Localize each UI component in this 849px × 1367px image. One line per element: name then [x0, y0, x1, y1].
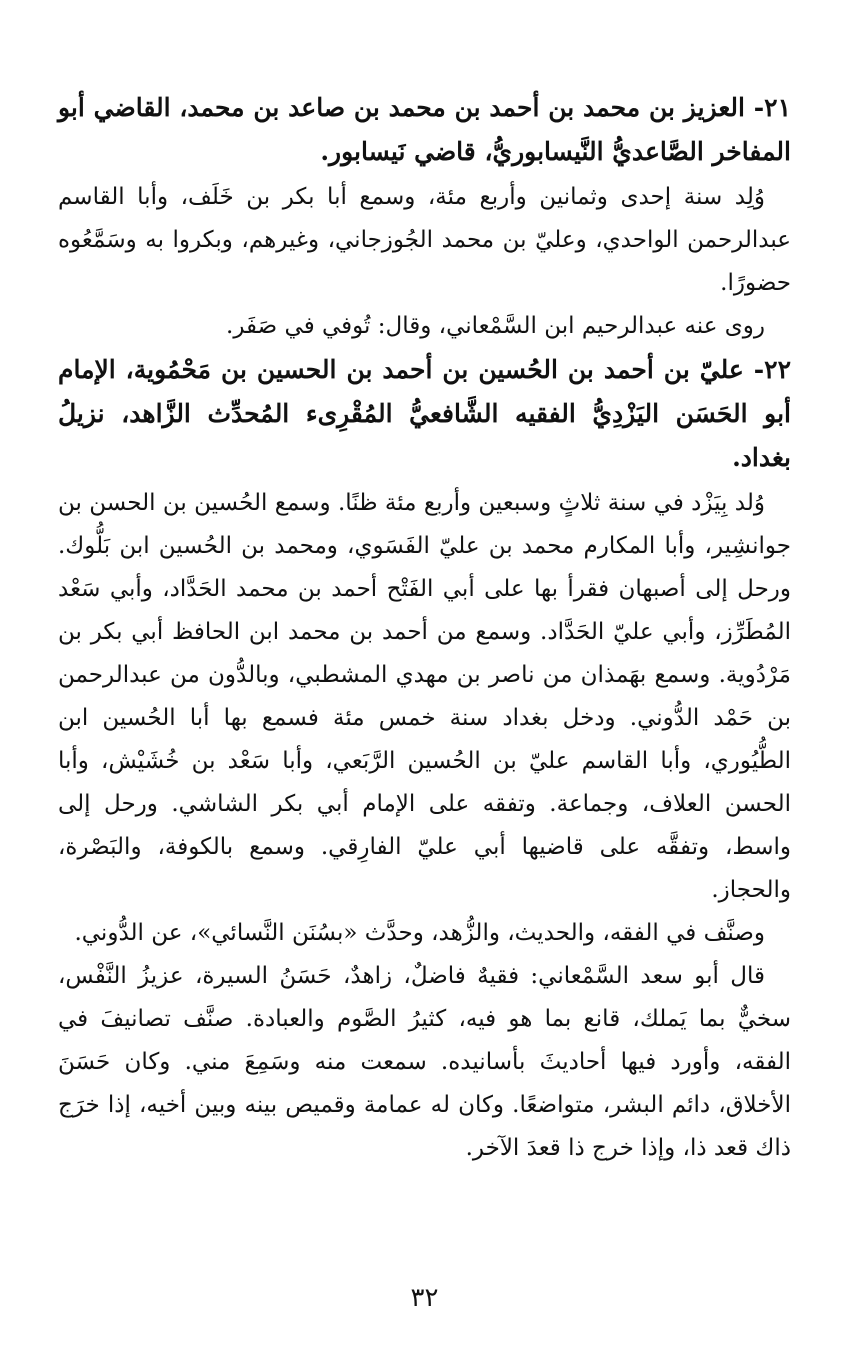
entry-heading: ٢١- العزيز بن محمد بن أحمد بن محمد بن صاعد بن محمد، القاضي أبو المفاخر الصَّاعديُّ النَّيسابوريُّ، قاضي نَيسابور.	[58, 93, 791, 166]
entry-heading: ٢٢- عليّ بن أحمد بن الحُسين بن أحمد بن الحسين بن مَحْمُوية، الإمام أبو الحَسَن اليَزْدِيُّ الفقيه الشَّافعيُّ المُقْرِىء المُحدِّث الزَّاهد، نزيلُ بغداد.	[58, 355, 791, 472]
paragraph: وُلد بِيَزْد في سنة ثلاثٍ وسبعين وأربع مئة ظنًا. وسمع الحُسين بن الحسن بن جوانشِير، وأبا المكارم محمد بن عليّ الفَسَوي، ومحمد بن الحُسين ابن بَلُّوك. ورحل إلى أصبهان فقرأ بها على أبي الفَتْح أحمد بن محمد الحَدَّاد، وأبي سَعْد المُطَرِّز، وأبي عليّ الحَدَّاد. وسمع من أحمد بن محمد ابن الحافظ أبي بكر بن مَرْدُوية. وسمع بهَمذان من ناصر بن مهدي المشطبي، وبالدُّون من عبدالرحمن بن حَمْد الدُّوني. ودخل بغداد سنة خمس مئة فسمع بها أبا الحُسين ابن الطُّيُوري، وأبا القاسم عليّ بن الحُسين الرَّبَعي، وأبا سَعْد بن خُشَيْش، وأبا الحسن العلاف، وجماعة. وتفقه على الإمام أبي بكر الشاشي. ورحل إلى واسط، وتفقَّه على قاضيها أبي عليّ الفارِقي. وسمع بالكوفة، والبَصْرة، والحجاز.	[58, 490, 791, 903]
paragraph: قال أبو سعد السَّمْعاني: فقيهٌ فاضلٌ، زاهدٌ، حَسَنُ السيرة، عزيزُ النَّفْس، سخيٌّ بما يَملك، قانع بما هو فيه، كثيرُ الصَّوم والعبادة. صنَّف تصانيفَ في الفقه، وأورد فيها أحاديثَ بأسانيده. سمعت منه وسَمِعَ مني. وكان حَسَنَ الأخلاق، دائم البشر، متواضعًا. وكان له عمامة وقميص بينه وبين أخيه، إذا خرَج ذاك قعد ذا، وإذا خرج ذا قعدَ الآخر.	[58, 963, 791, 1161]
entry-22	[58, 348, 791, 1170]
paragraph: روى عنه عبدالرحيم ابن السَّمْعاني، وقال: تُوفي في صَفَر.	[226, 313, 765, 339]
entry-21	[58, 86, 791, 348]
paragraph: وصنَّف في الفقه، والحديث، والزُّهد، وحدَّث «بسُنَن النَّسائي»، عن الدُّوني.	[74, 920, 765, 946]
paragraph: وُلِد سنة إحدى وثمانين وأربع مئة، وسمع أبا بكر بن خَلَف، وأبا القاسم عبدالرحمن الواحدي، وعليّ بن محمد الجُوزجاني، وغيرهم، وبكروا به وسَمَّعُوه حضورًا.	[58, 184, 791, 296]
page-number: ٣٢	[410, 1283, 439, 1313]
